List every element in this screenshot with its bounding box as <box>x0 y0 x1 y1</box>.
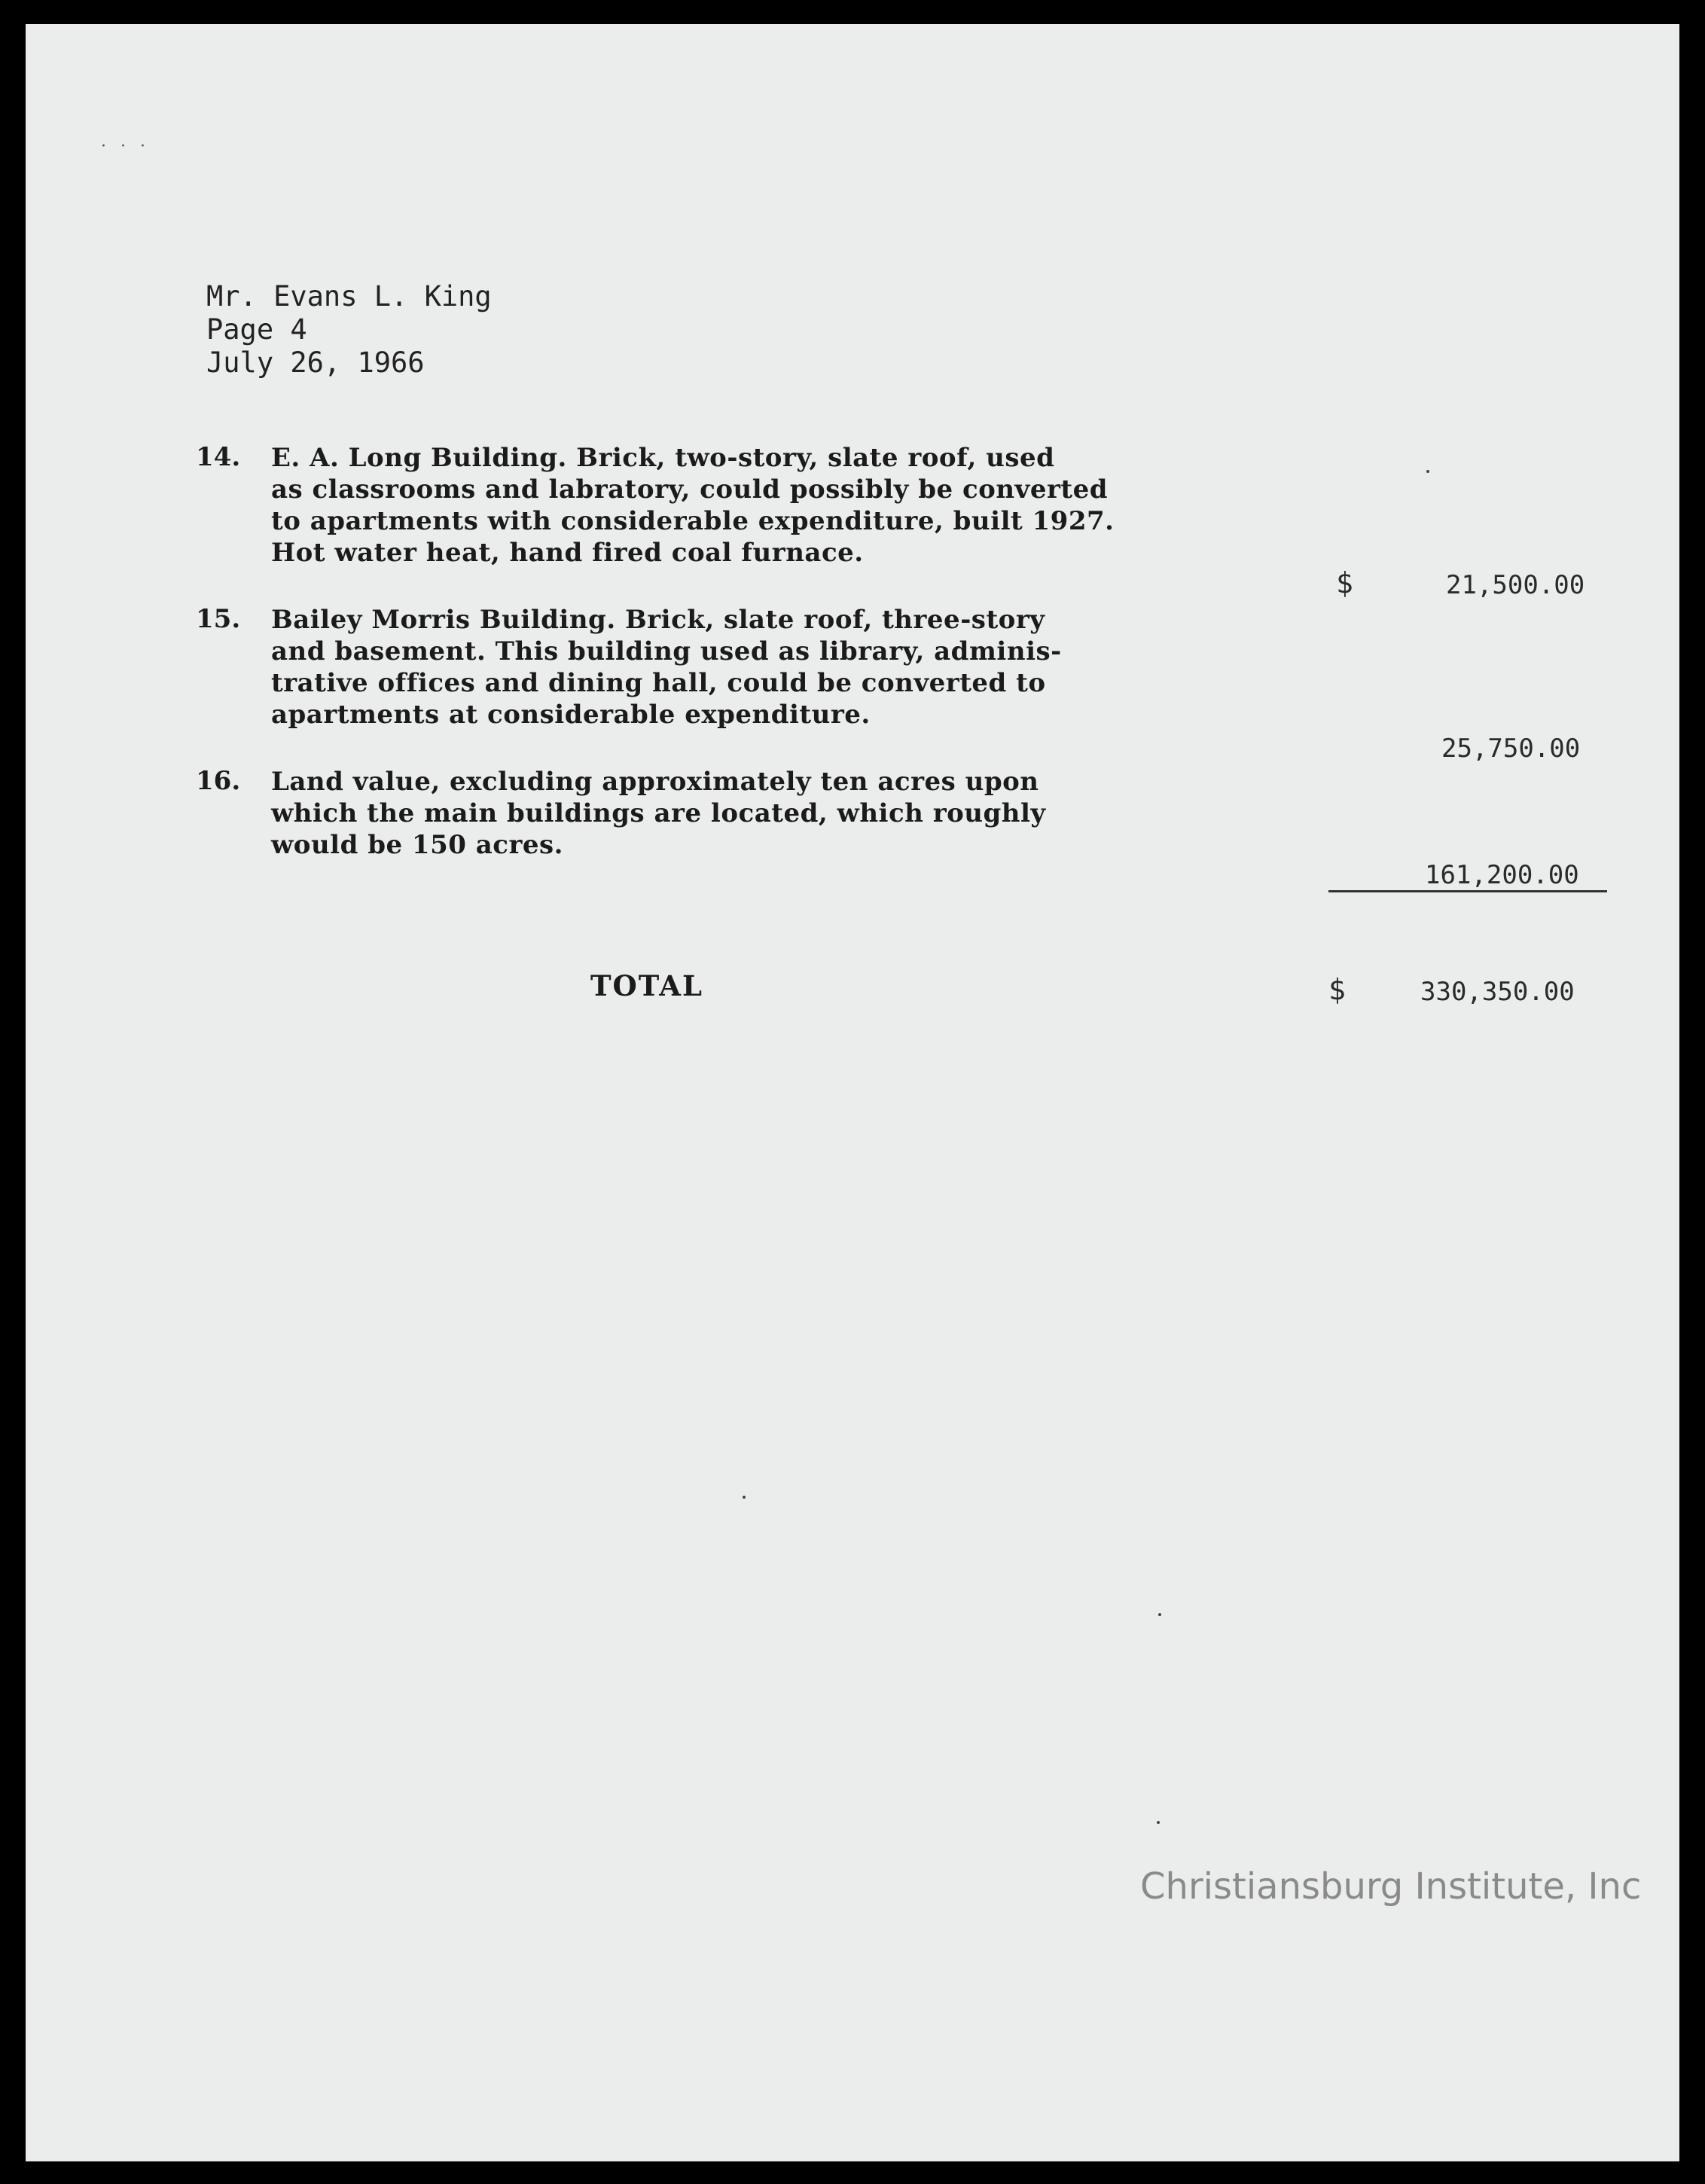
sum-underline <box>1328 890 1607 892</box>
description-line: which the main buildings are located, which roughly <box>271 798 1046 828</box>
description-line: trative offices and dining hall, could be converted to <box>271 668 1046 698</box>
item-number: 14. <box>196 442 241 472</box>
description-line: as classrooms and labratory, could possibly be converted <box>271 474 1108 505</box>
total-amount: 330,350.00 <box>1420 977 1575 1007</box>
item-number: 16. <box>196 766 241 796</box>
item-number: 15. <box>196 604 241 634</box>
description-line: and basement. This building used as library, adminis- <box>271 636 1062 666</box>
page-number: Page 4 <box>206 313 307 346</box>
scan-dot <box>1426 470 1429 473</box>
scan-specks: · · · <box>101 137 150 156</box>
description-line: Hot water heat, hand fired coal furnace. <box>271 538 864 568</box>
item-description <box>271 766 1250 861</box>
document-page <box>26 24 1679 2161</box>
item-16-amount: 161,200.00 <box>1425 860 1579 890</box>
total-label: TOTAL <box>590 969 703 1002</box>
description-line: Bailey Morris Building. Brick, slate roof, three-story <box>271 605 1045 635</box>
scan-dot <box>743 1496 746 1499</box>
item-description <box>271 442 1250 569</box>
description-line: apartments at considerable expenditure. <box>271 700 871 730</box>
item-description <box>271 604 1250 731</box>
letter-header <box>206 280 492 380</box>
item-15-amount: 25,750.00 <box>1441 734 1581 764</box>
watermark: Christiansburg Institute, Inc <box>1140 1865 1642 1908</box>
recipient-name: Mr. Evans L. King <box>206 280 492 313</box>
description-line: E. A. Long Building. Brick, two-story, slate roof, used <box>271 443 1055 473</box>
description-line: would be 150 acres. <box>271 830 563 860</box>
scan-dot <box>1158 1613 1161 1616</box>
dollar-sign: $ <box>1336 566 1353 599</box>
description-line: Land value, excluding approximately ten acres upon <box>271 767 1039 797</box>
letter-date: July 26, 1966 <box>206 346 425 379</box>
scan-dot <box>1157 1821 1160 1824</box>
description-line: to apartments with considerable expenditure, built 1927. <box>271 506 1115 536</box>
total-dollar-sign: $ <box>1328 973 1346 1006</box>
item-14-amount: 21,500.00 <box>1446 570 1585 600</box>
